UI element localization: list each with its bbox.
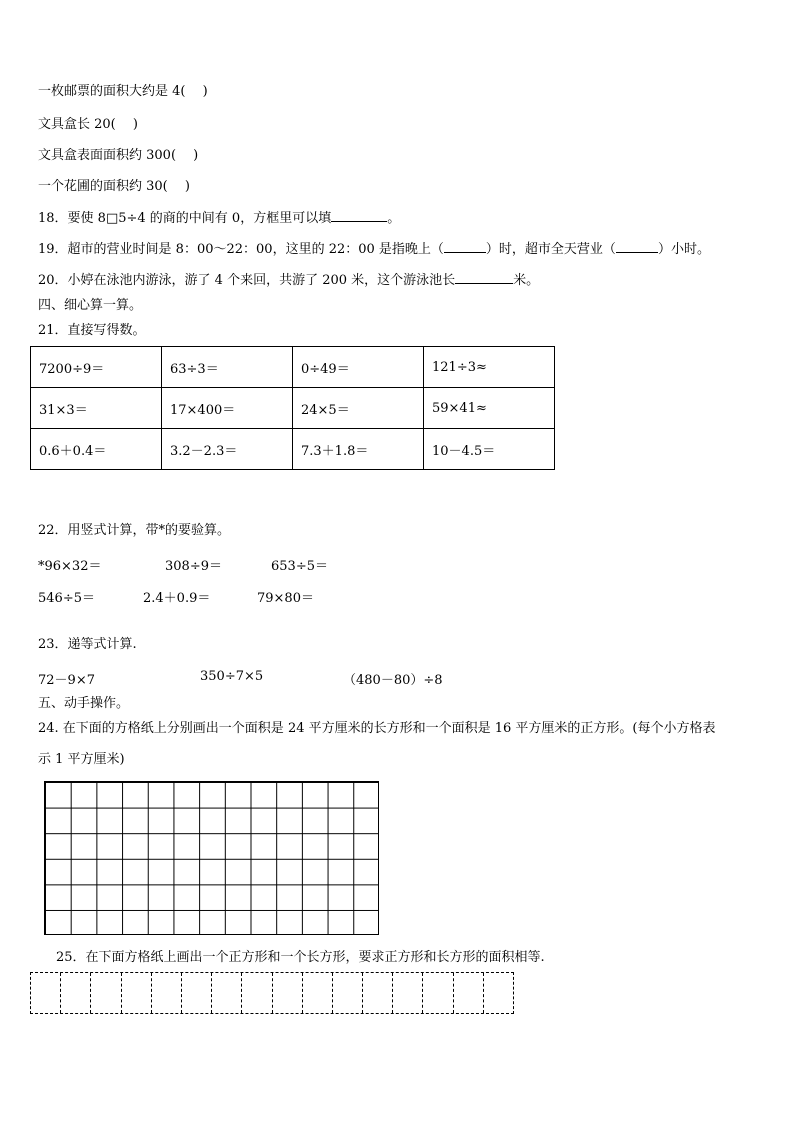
- question-19: [38, 240, 710, 258]
- table-cell[interactable]: 59×41≈: [424, 388, 555, 429]
- table-row: [31, 388, 555, 429]
- question-20: [38, 271, 539, 289]
- q23-expr: （480－80）÷8: [343, 673, 443, 688]
- q19-text-b: ）时，超市全天营业（: [485, 242, 616, 257]
- table-cell[interactable]: 10－4.5＝: [424, 429, 555, 470]
- grid-cell[interactable]: [393, 973, 423, 1013]
- q23-expr: 350÷7×5: [200, 669, 264, 684]
- item-pencil-box-surface: 文具盒表面面积约 300( ): [38, 148, 199, 163]
- q22-expr: 308÷9＝: [165, 559, 222, 574]
- table-cell[interactable]: 24×5＝: [293, 388, 424, 429]
- q22-expr: *96×32＝: [38, 559, 102, 574]
- item-stamp-area: 一枚邮票的面积大约是 4( ): [38, 84, 208, 99]
- grid-cell[interactable]: [423, 973, 453, 1013]
- q20-end: 米。: [513, 273, 540, 288]
- table-row: [31, 429, 555, 470]
- q18-end: 。: [387, 211, 401, 226]
- table-cell[interactable]: 0.6＋0.4＝: [31, 429, 162, 470]
- table-cell[interactable]: 63÷3＝: [162, 347, 293, 388]
- question-24-line-2: 示 1 平方厘米): [38, 752, 125, 767]
- table-cell[interactable]: 7.3＋1.8＝: [293, 429, 424, 470]
- grid-cell[interactable]: [484, 973, 513, 1013]
- q22-expr: 546÷5＝: [38, 591, 95, 606]
- q19-answer-blank-2[interactable]: [616, 240, 658, 253]
- grid-cell[interactable]: [122, 973, 152, 1013]
- q22-expr: 653÷5＝: [271, 559, 328, 574]
- grid-cell[interactable]: [152, 973, 182, 1013]
- q20-text: 20．小婷在泳池内游泳，游了 4 个来回，共游了 200 米，这个游泳池长: [38, 273, 456, 288]
- q18-answer-blank[interactable]: [331, 209, 387, 222]
- table-cell[interactable]: 3.2－2.3＝: [162, 429, 293, 470]
- q18-text: 18．要使 8□5÷4 的商的中间有 0，方框里可以填: [38, 211, 332, 226]
- table-cell[interactable]: 31×3＝: [31, 388, 162, 429]
- q22-expr: 2.4＋0.9＝: [143, 591, 211, 606]
- question-18: [38, 209, 400, 227]
- table-row: [31, 347, 555, 388]
- table-cell[interactable]: 0÷49＝: [293, 347, 424, 388]
- grid-cell[interactable]: [454, 973, 484, 1013]
- q19-text-a: 19．超市的营业时间是 8：00～22：00，这里的 22：00 是指晚上（: [38, 242, 444, 257]
- section-5-heading: 五、动手操作。: [38, 696, 130, 711]
- grid-cell[interactable]: [212, 973, 242, 1013]
- table-cell[interactable]: 7200÷9＝: [31, 347, 162, 388]
- grid-cell[interactable]: [363, 973, 393, 1013]
- table-cell[interactable]: 121÷3≈: [424, 347, 555, 388]
- grid-cell[interactable]: [91, 973, 121, 1013]
- table-cell[interactable]: 17×400＝: [162, 388, 293, 429]
- grid-cell[interactable]: [333, 973, 363, 1013]
- question-21: 21．直接写得数。: [38, 323, 146, 338]
- dashed-grid-paper[interactable]: [30, 972, 514, 1014]
- q19-answer-blank-1[interactable]: [444, 240, 486, 253]
- q20-answer-blank[interactable]: [455, 271, 513, 284]
- grid-cell[interactable]: [61, 973, 91, 1013]
- question-22: 22．用竖式计算，带*的要验算。: [38, 523, 231, 538]
- item-pencil-box-length: 文具盒长 20( ): [38, 117, 138, 132]
- grid-cell[interactable]: [242, 973, 272, 1013]
- question-24-line-1: 24. 在下面的方格纸上分别画出一个面积是 24 平方厘米的长方形和一个面积是 16 平方厘米的正方形。(每个小方格表: [38, 721, 716, 736]
- grid-cell[interactable]: [182, 973, 212, 1013]
- question-25: 25．在下面方格纸上画出一个正方形和一个长方形，要求正方形和长方形的面积相等.: [56, 950, 545, 965]
- grid-cell[interactable]: [273, 973, 303, 1013]
- question-23: 23．递等式计算.: [38, 637, 137, 652]
- square-grid-paper[interactable]: [44, 781, 379, 935]
- q19-text-c: ）小时。: [657, 242, 710, 257]
- q23-expr: 72－9×7: [38, 673, 95, 688]
- section-4-heading: 四、细心算一算。: [38, 298, 143, 313]
- q22-expr: 79×80＝: [257, 591, 314, 606]
- mental-math-table: [30, 346, 555, 470]
- grid-cell[interactable]: [31, 973, 61, 1013]
- item-garden-area: 一个花圃的面积约 30( ): [38, 179, 190, 194]
- grid-cell[interactable]: [303, 973, 333, 1013]
